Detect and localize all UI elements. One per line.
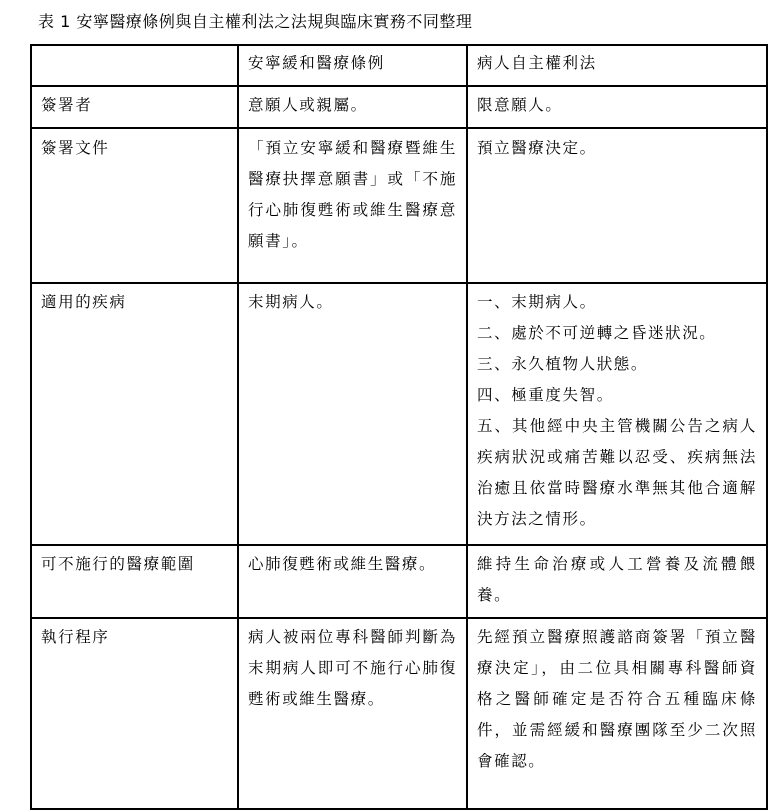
condition-item: 二、處於不可逆轉之昏迷狀況。 [477, 324, 717, 342]
header-cell-hospice-act: 安寧緩和醫療條例 [238, 45, 467, 86]
table-header-row [31, 45, 767, 86]
table-row [31, 618, 767, 809]
cell-text: 先經預立醫療照護諮商簽署「預立醫療決定」，由二位具相關專科醫師資格之醫師確定是否符合五種臨床條件，並需經緩和醫療團隊至少二次照會確認。 [477, 628, 757, 770]
cell-text: 預立醫療決定。 [477, 139, 597, 157]
autonomy-cell-documents [467, 128, 767, 283]
cell-text: 限意願人。 [477, 96, 563, 114]
autonomy-cell-procedure [467, 618, 767, 809]
cell-text: 「預立安寧緩和醫療暨維生醫療抉擇意願書」或「不施行心肺復甦術或維生醫療意願書」。 [248, 139, 457, 250]
table-caption: 表 1 安寧醫療條例與自主權利法之法規與臨床實務不同整理 [38, 12, 473, 31]
cell-text: 病人被兩位專科醫師判斷為末期病人即可不施行心肺復甦術或維生醫療。 [248, 628, 457, 708]
row-label-applicable-diseases: 適用的疾病 [31, 283, 238, 545]
hospice-cell-signer [238, 86, 467, 128]
comparison-table [30, 44, 768, 810]
header-cell-blank [31, 45, 238, 86]
cell-text: 末期病人。 [248, 293, 334, 311]
hospice-cell-scope [238, 545, 467, 618]
table-row [31, 128, 767, 283]
table-row [31, 86, 767, 128]
autonomy-cell-scope [467, 545, 767, 618]
condition-item: 一、末期病人。 [477, 293, 597, 311]
hospice-cell-documents [238, 128, 467, 283]
autonomy-cell-diseases [467, 283, 767, 545]
table-row [31, 283, 767, 545]
condition-item: 三、永久植物人狀態。 [477, 355, 649, 373]
hospice-cell-diseases [238, 283, 467, 545]
condition-item: 五、其他經中央主管機關公告之病人疾病狀況或痛苦難以忍受、疾病無法治癒且依當時醫療水準無其他合適解決方法之情形。 [477, 417, 757, 528]
row-label-documents: 簽署文件 [31, 128, 238, 283]
cell-text: 維持生命治療或人工營養及流體餵養。 [477, 555, 757, 604]
row-label-withholdable-treatment: 可不施行的醫療範圍 [31, 545, 238, 618]
row-label-signer: 簽署者 [31, 86, 238, 128]
row-label-procedure: 執行程序 [31, 618, 238, 809]
table-row [31, 545, 767, 618]
condition-item: 四、極重度失智。 [477, 386, 614, 404]
hospice-cell-procedure [238, 618, 467, 809]
cell-text: 意願人或親屬。 [248, 96, 368, 114]
header-cell-patient-autonomy-act: 病人自主權利法 [467, 45, 767, 86]
cell-text: 心肺復甦術或維生醫療。 [248, 555, 437, 573]
autonomy-cell-signer [467, 86, 767, 128]
